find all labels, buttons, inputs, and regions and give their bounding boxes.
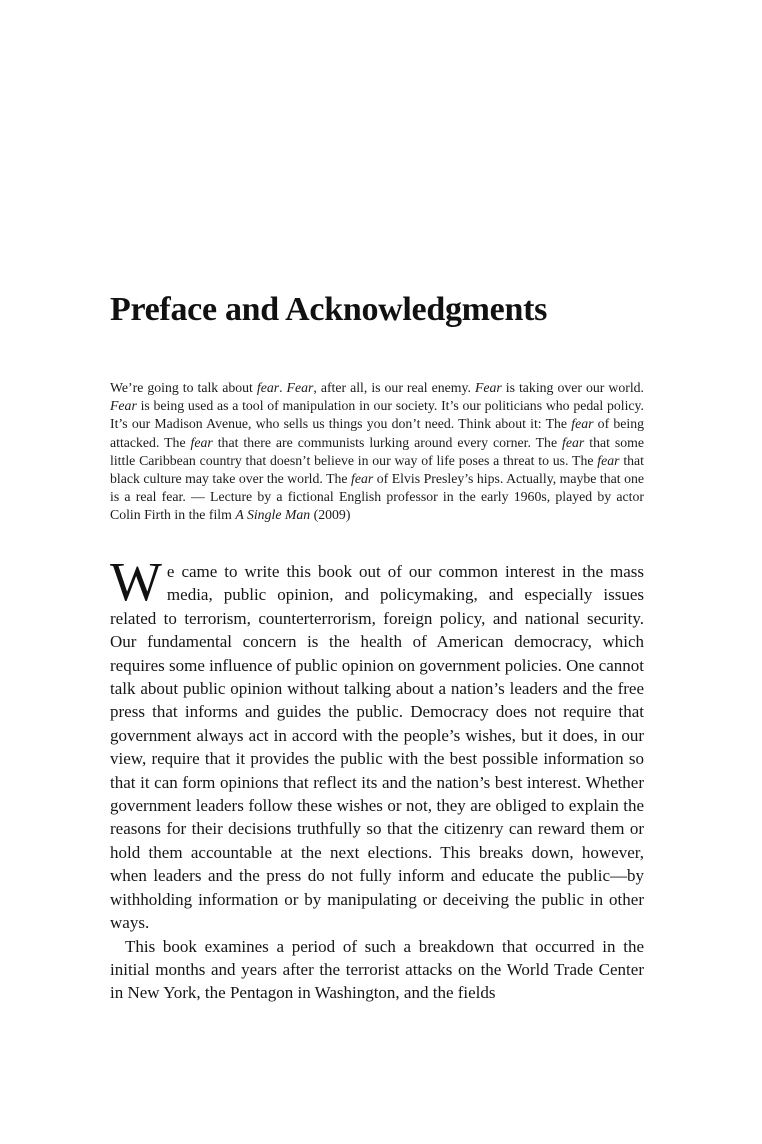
- body-text: [110, 551, 644, 1005]
- paragraph-second: This book examines a period of such a breakdown that occurred in the initial months and years after the terrorist attacks on the World Trade Center in New York, the Pentagon in Washington, and the fields: [110, 936, 644, 1003]
- dropcap-initial: W: [110, 551, 162, 612]
- epigraph-quote: We’re going to talk about fear. Fear, after all, is our real enemy. Fear is taking over our world. Fear is being used as a tool of manipulation in our society. It’s our politicians who pedal policy. It’s our Madison Avenue, who sells us things you don’t need. Think about it: The fear of being attacked. The fear that there are communists lurking around every corner. The fear that some little Caribbean country that doesn’t believe in our way of life poses a threat to us. The fear that black culture may take over the world. The fear of Elvis Presley’s hips. Actually, maybe that one is a real fear. — Lecture by a fictional English professor in the early 1960s, played by actor Colin Firth in the film A Single Man (2009): [110, 380, 645, 523]
- paragraph-opening-text: e came to write this book out of our common interest in the mass media, public opinion, and policymaking, and especially issues related to terrorism, counterterrorism, foreign policy, and national security. Our fundamental concern is the health of American democracy, which requires some influence of public opinion on government policies. One cannot talk about public opinion without talking about a nation’s leaders and the free press that informs and guides the public. Democracy does not require that government always act in accord with the people’s wishes, but it does, in our view, require that it provides the public with the best possible information so that it can form opinions that reflect its and the nation’s best interest. Whether government leaders follow these wishes or not, they are obliged to explain the reasons for their decisions truthfully so that the citizenry can reward them or hold them accountable at the next elections. This breaks down, however, when leaders and the press do not fully inform and educate the public—by withholding information or by manipulating or deceiving the public in other ways.: [110, 562, 644, 933]
- paragraph-opening: [110, 551, 644, 935]
- chapter-title: Preface and Acknowledgments: [110, 291, 548, 328]
